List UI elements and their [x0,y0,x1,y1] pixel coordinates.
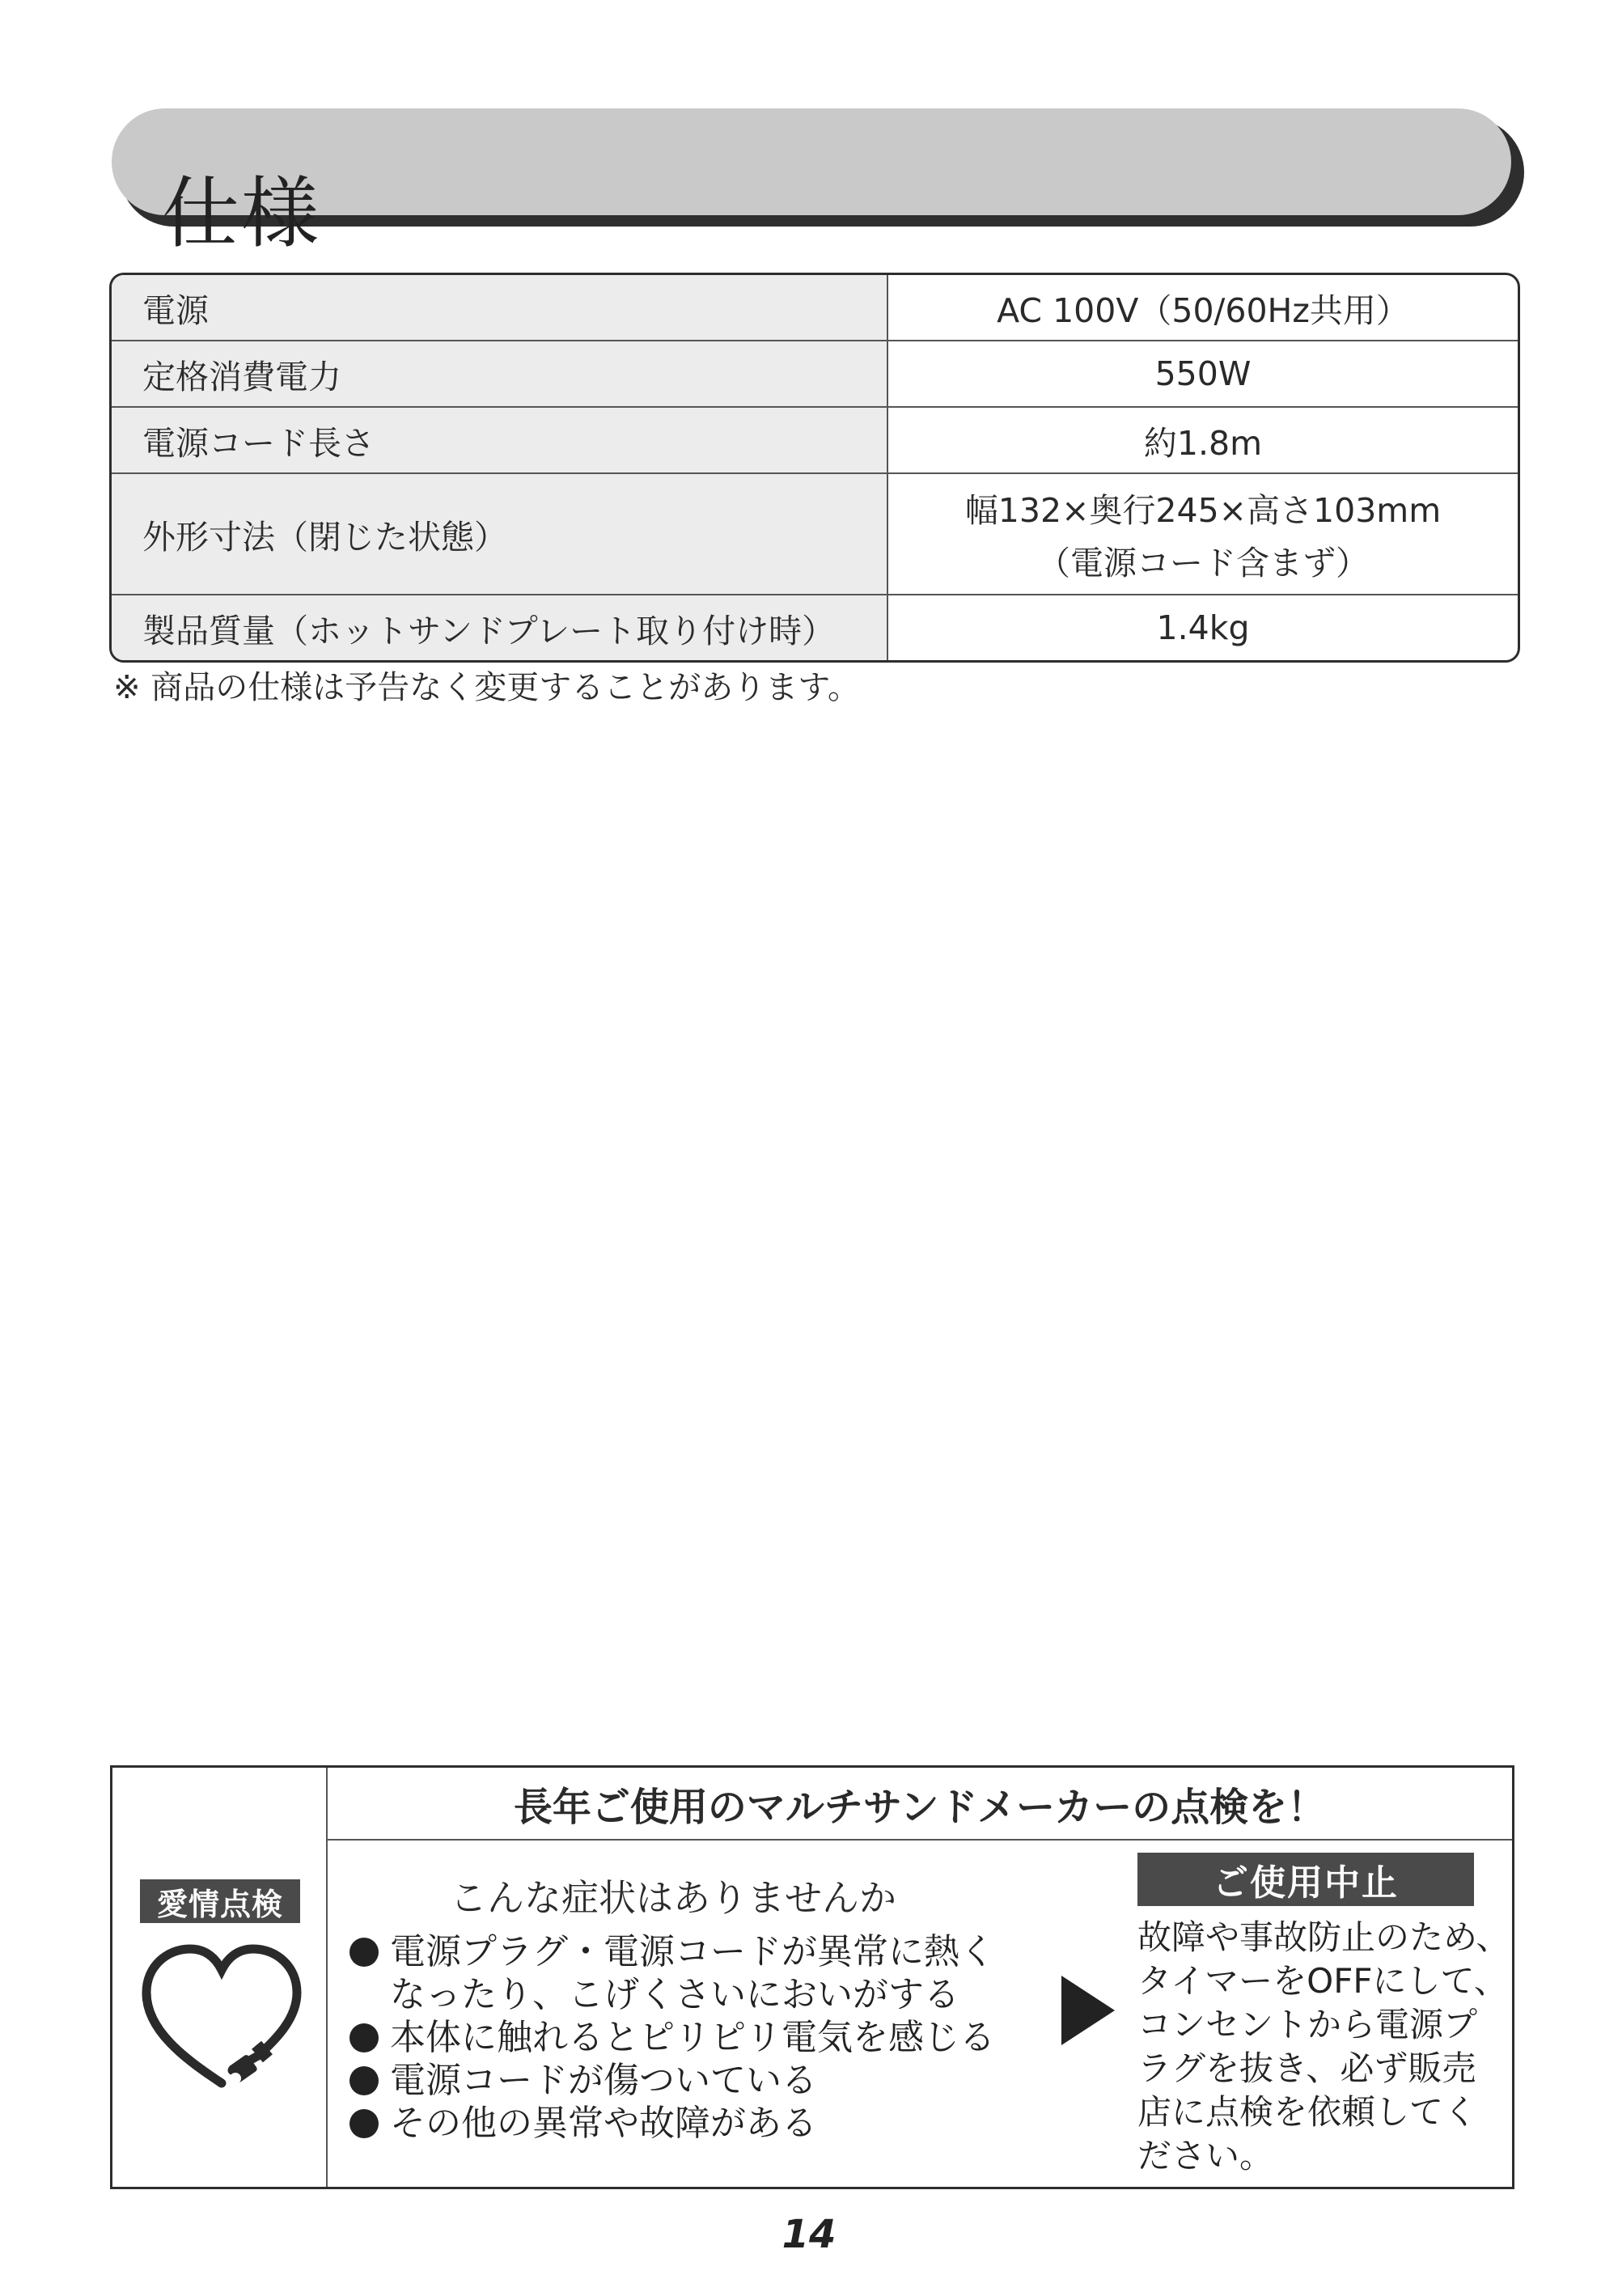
title-banner [112,108,1519,260]
spec-row-weight [112,595,1518,660]
stop-use-badge: ご使用中止 [1137,1853,1474,1906]
spec-value [888,595,1518,660]
maintenance-header: 長年ご使用のマルチサンドメーカーの点検を！ [328,1768,1512,1841]
spec-value-subtext: （電源コード含まず） [1037,544,1369,582]
spec-note: ※ 商品の仕様は予告なく変更することがあります。 [113,669,861,706]
spec-label: 定格消費電力 [112,341,888,406]
symptom-question: こんな症状はありませんか [450,1876,896,1920]
spec-row-consumption [112,341,1518,408]
page-title: 仕様 [162,168,320,260]
stop-use-instructions [1137,1916,1510,2178]
triangle-right-icon [1060,1974,1116,2047]
symptom-item: 電源プラグ・電源コードが異常に熱く [346,1930,995,1973]
spec-table [109,273,1520,663]
spec-value-text: 550W [1154,354,1252,393]
stop-text-line: ださい。 [1137,2136,1274,2175]
symptom-item: その他の異常や故障がある [346,2102,995,2145]
stop-text-line: コンセントから電源プ [1137,2005,1478,2044]
spec-value [888,341,1518,406]
stop-text-line: タイマーをOFFにして、 [1137,1961,1508,2001]
spec-value [888,474,1518,594]
symptom-item: 本体に触れるとピリピリ電気を感じる [346,2016,995,2059]
banner-fill [112,108,1511,260]
spec-value-text: 幅132×奥行245×高さ103mm [964,491,1442,530]
stop-text-line: ラグを抜き、必ず販売 [1137,2048,1476,2088]
spec-value [888,408,1518,472]
spec-value-text: 約1.8m [1143,423,1263,463]
spec-row-power [112,275,1518,341]
maintenance-left-panel [112,1768,328,2187]
spec-label: 外形寸法（閉じた状態） [112,474,888,594]
spec-row-cord-length [112,408,1518,474]
spec-value [888,275,1518,340]
spec-value-text: AC 100V（50/60Hz共用） [997,290,1409,330]
symptom-item: 電源コードが傷ついている [346,2059,995,2102]
stop-text-line: 店に点検を依頼してく [1137,2092,1478,2132]
symptom-list [346,1930,995,2145]
spec-label: 電源コード長さ [112,408,888,472]
spec-row-dimensions [112,474,1518,595]
page-number: 14 [781,2212,837,2257]
spec-label: 電源 [112,275,888,340]
symptom-item-continued: なったり、こげくさいにおいがする [390,1974,959,2015]
love-check-badge: 愛情点検 [140,1879,300,1923]
spec-label: 製品質量（ホットサンドプレート取り付け時） [112,595,888,660]
spec-value-text: 1.4kg [1156,608,1250,647]
stop-text-line: 故障や事故防止のため、 [1137,1917,1510,1957]
heart-plug-icon [137,1938,307,2099]
